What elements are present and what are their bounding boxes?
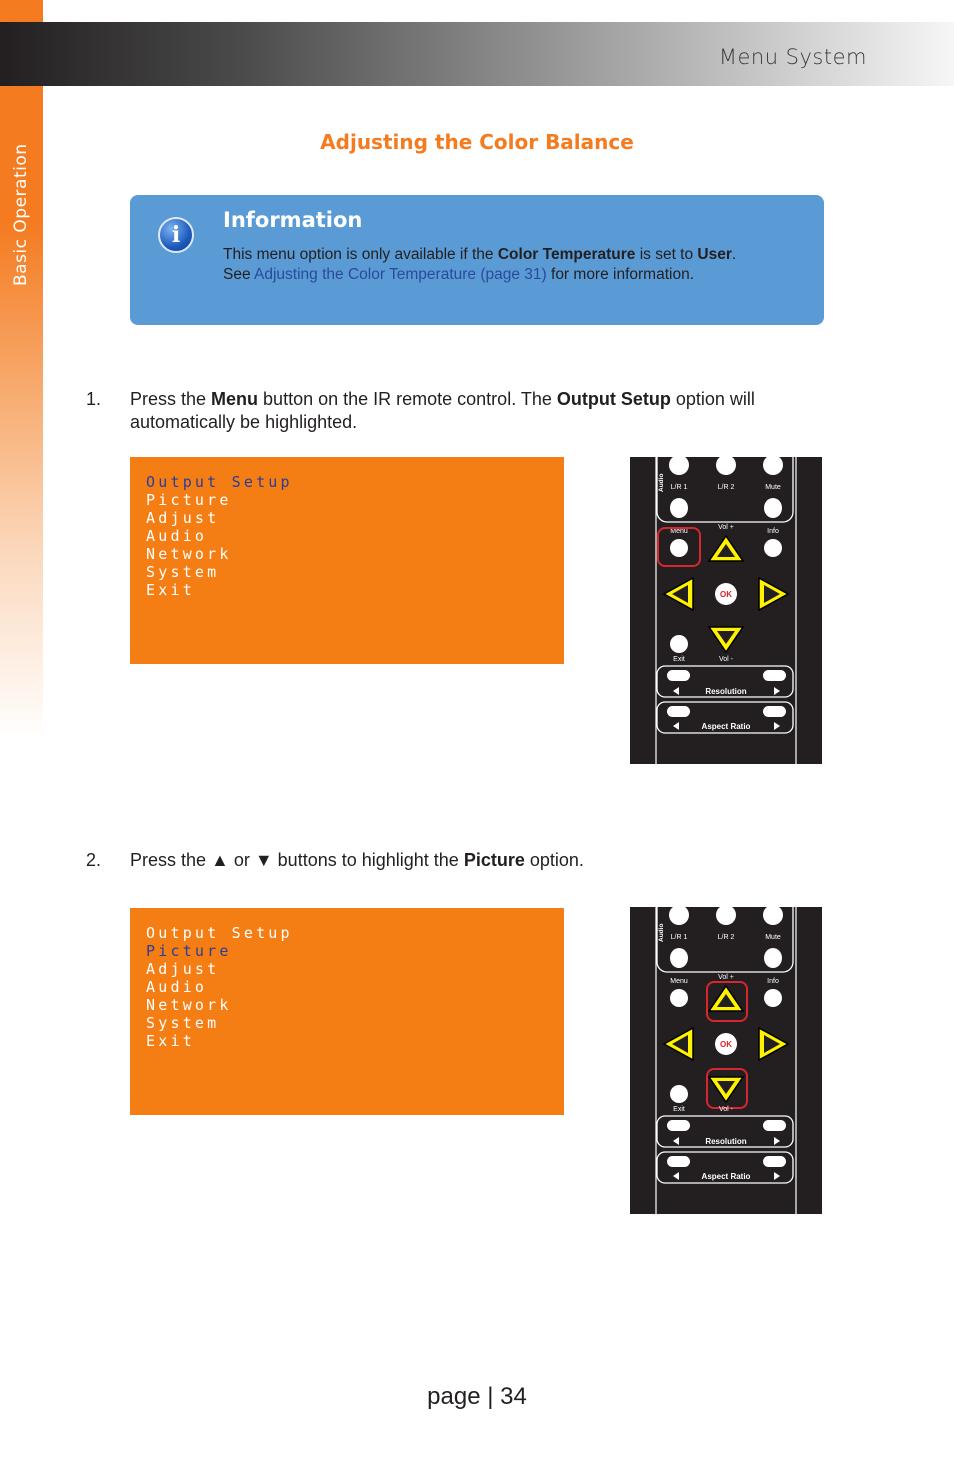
osd-menu-item: System [146,563,220,581]
remote-button [669,907,689,925]
sidebar-label: Basic Operation [11,143,31,286]
step-text-part: Press the [130,389,212,409]
remote-button [763,907,783,925]
remote-button [716,457,736,475]
small-right-arrow-icon [774,1172,780,1180]
small-right-arrow-icon [774,722,780,730]
remote-button [716,907,736,925]
info-text-3: . [731,246,737,263]
osd-menu-item: Exit [146,581,195,599]
osd-menu-item: Network [146,996,232,1014]
exit-button [670,635,688,653]
step-bold-part: Picture [463,850,525,870]
ok-label: OK [720,590,732,599]
mute-label: Mute [765,484,781,491]
info-button [764,989,782,1007]
remote-button [670,948,688,968]
aspect-left-button [667,1156,690,1167]
info-link[interactable]: Adjusting the Color Temperature (page 31) [254,266,547,283]
audio-label: Audio [658,473,665,492]
page-number: page | 34 [427,1383,527,1410]
step-bold-part: Output Setup [556,389,671,409]
step-text-part: option. [524,850,584,870]
menu-button [670,539,688,557]
resolution-left-button [667,1120,690,1131]
osd-menu-item: Adjust [146,509,220,527]
mute-label: Mute [765,934,781,941]
info-bold-2: User [697,246,732,263]
osd-menu-item: System [146,1014,220,1032]
lr1-label: L/R 1 [670,934,688,941]
info-icon: i [158,217,194,253]
lr1-label: L/R 1 [670,484,688,491]
osd-menu-item: Output Setup [146,473,293,491]
info-label: Info [767,528,779,535]
step-number: 1. [86,389,102,409]
remote-control-1 [630,457,822,764]
vol-up-label: Vol + [718,974,734,981]
lr2-label: L/R 2 [717,934,735,941]
osd-menu-item: Picture [146,491,232,509]
small-left-arrow-icon [673,1137,679,1145]
small-right-arrow-icon [774,1137,780,1145]
info-button [764,539,782,557]
remote-button [764,948,782,968]
remote-button [763,457,783,475]
osd-menu-item: Picture [146,942,232,960]
menu-label: Menu [670,978,688,985]
info-label: Info [767,978,779,985]
menu-label: Menu [670,528,688,535]
aspect-right-button [763,706,786,717]
remote-control-2 [630,907,822,1214]
aspect-left-button [667,706,690,717]
remote-button [764,498,782,518]
resolution-label: Resolution [705,1137,747,1146]
step-text-part: button on the IR remote control. The [258,389,557,409]
step-number: 2. [86,850,102,870]
ok-label: OK [720,1040,732,1049]
info-text-4: See [223,266,255,283]
small-right-arrow-icon [774,687,780,695]
exit-button [670,1085,688,1103]
header-title: Menu System [718,45,867,69]
info-box [130,195,824,325]
remote-button [669,457,689,475]
resolution-label: Resolution [705,687,747,696]
step-text [130,388,820,434]
aspect-label: Aspect Ratio [701,722,751,731]
osd-menu-list [146,924,293,1050]
osd-menu-list [146,473,293,599]
resolution-left-button [667,670,690,681]
vol-up-label: Vol + [718,524,734,531]
osd-menu-item: Exit [146,1032,195,1050]
menu-button [670,989,688,1007]
osd-screen-1 [130,457,564,664]
step-text-part: Press the ▲ or ▼ buttons to highlight the [130,850,464,870]
section-title: Adjusting the Color Balance [320,130,634,154]
resolution-right-button [763,670,786,681]
aspect-label: Aspect Ratio [701,1172,751,1181]
aspect-right-button [763,1156,786,1167]
info-text [223,245,813,285]
info-text-1: This menu option is only available if the [223,246,498,263]
osd-menu-item: Audio [146,527,208,545]
remote-illustration [630,907,822,1214]
remote-illustration [630,457,822,764]
vol-down-label: Vol - [718,1106,734,1113]
small-left-arrow-icon [673,1172,679,1180]
lr2-label: L/R 2 [717,484,735,491]
vol-down-label: Vol - [718,656,734,663]
osd-screen-2 [130,908,564,1115]
info-heading: Information [223,208,363,232]
step-text-part: option will automatically be highlighted. [130,389,755,432]
exit-label: Exit [673,656,685,663]
step-text [130,849,820,872]
small-left-arrow-icon [673,722,679,730]
audio-label: Audio [658,923,665,942]
info-bold-1: Color Temperature [497,246,636,263]
small-left-arrow-icon [673,687,679,695]
osd-menu-item: Audio [146,978,208,996]
osd-menu-item: Output Setup [146,924,293,942]
info-text-2: is set to [635,246,698,263]
info-text-5: for more information. [546,266,695,283]
exit-label: Exit [673,1106,685,1113]
osd-menu-item: Adjust [146,960,220,978]
remote-button [670,498,688,518]
resolution-right-button [763,1120,786,1131]
step-bold-part: Menu [211,389,259,409]
osd-menu-item: Network [146,545,232,563]
